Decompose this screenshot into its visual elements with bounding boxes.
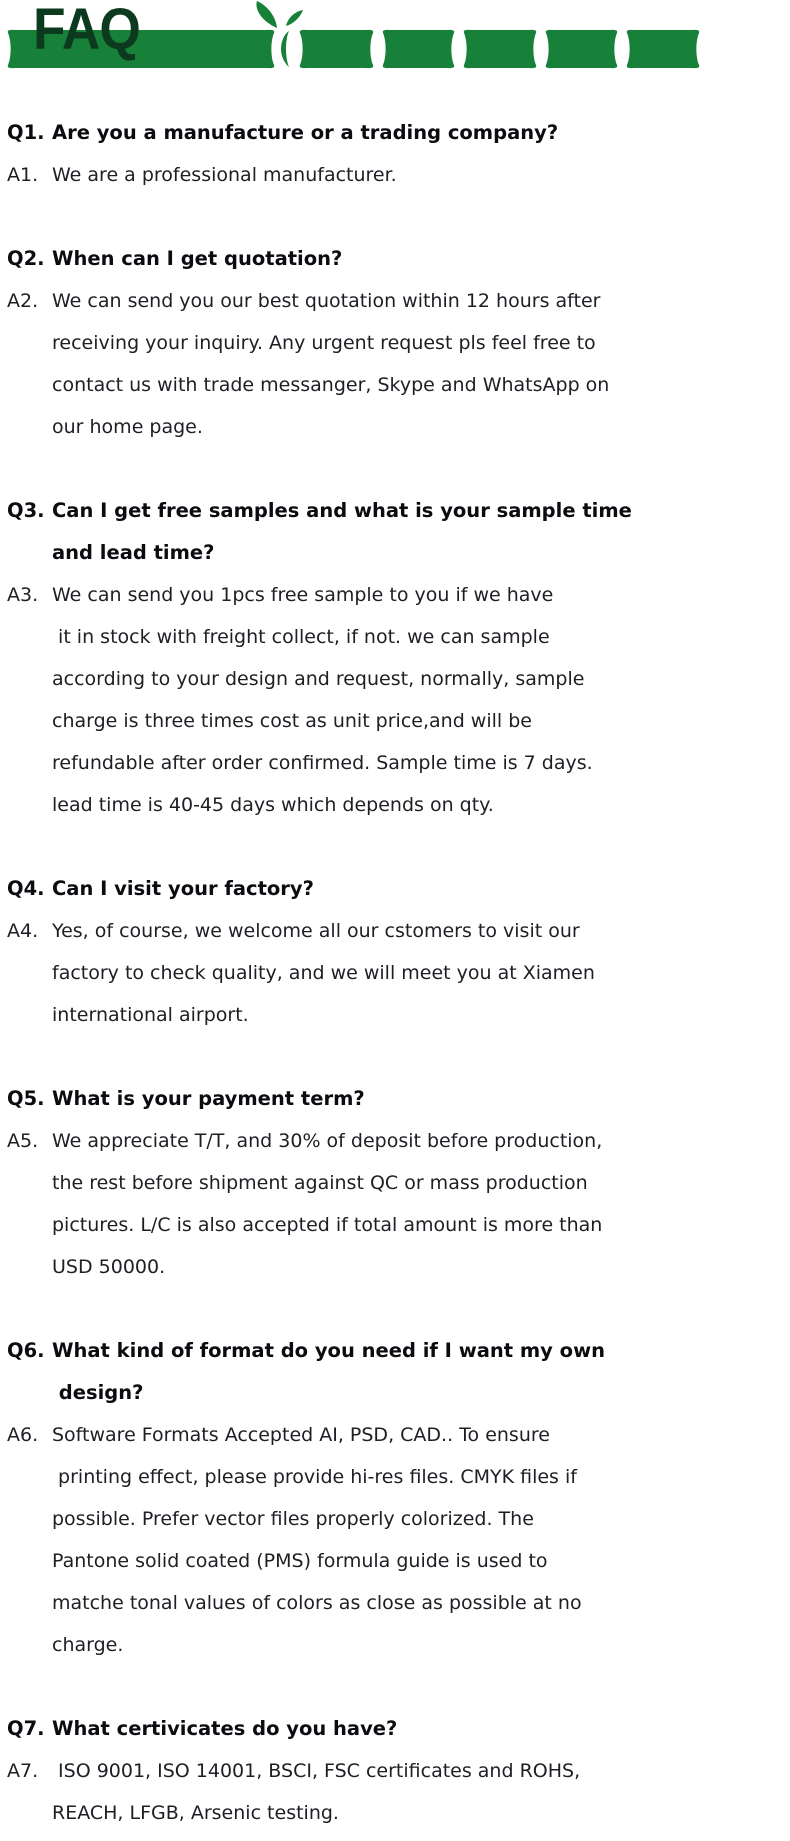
- answer-line: matche tonal values of colors as close as possible at no: [52, 1592, 582, 1614]
- answer-line: Software Formats Accepted AI, PSD, CAD.. To ensure: [52, 1424, 550, 1446]
- answer-line: receiving your inquiry. Any urgent request pls feel free to: [52, 332, 596, 354]
- question-line: What kind of format do you need if I want my own: [52, 1339, 605, 1362]
- answer-number: A5.: [7, 1130, 39, 1152]
- question-block: [0, 868, 790, 910]
- answer-line: We are a professional manufacturer.: [52, 164, 397, 186]
- bamboo-segment: [300, 30, 373, 68]
- bamboo-segment: [383, 30, 454, 68]
- faq-item-1: [0, 112, 790, 196]
- question-line: Are you a manufacture or a trading company?: [52, 121, 559, 144]
- question-block: [0, 238, 790, 280]
- bamboo-segment: [546, 30, 617, 68]
- faq-item-4: [0, 868, 790, 1036]
- answer-line: possible. Prefer vector files properly colorized. The: [52, 1508, 534, 1530]
- answer-block: [0, 910, 790, 1036]
- answer-number: A2.: [7, 290, 39, 312]
- question-line: What is your payment term?: [52, 1087, 365, 1110]
- answer-line: the rest before shipment against QC or mass production: [52, 1172, 588, 1194]
- question-block: [0, 1330, 790, 1414]
- faq-item-2: [0, 238, 790, 448]
- answer-block: [0, 280, 790, 448]
- answer-number: A7.: [7, 1760, 39, 1782]
- question-line: Can I visit your factory?: [52, 877, 314, 900]
- answer-number: A4.: [7, 920, 39, 942]
- bamboo-leaf-icon: [286, 10, 303, 26]
- question-number: Q5.: [7, 1087, 45, 1110]
- answer-number: A3.: [7, 584, 39, 606]
- question-number: Q3.: [7, 499, 45, 522]
- question-block: [0, 112, 790, 154]
- question-line: Can I get free samples and what is your sample time: [52, 499, 632, 522]
- answer-line: Yes, of course, we welcome all our cstomers to visit our: [52, 920, 580, 942]
- answer-line: We appreciate T/T, and 30% of deposit before production,: [52, 1130, 603, 1152]
- bamboo-segment: [627, 30, 699, 68]
- answer-line: USD 50000.: [52, 1256, 166, 1278]
- faq-item-7: [0, 1708, 790, 1834]
- faq-header-banner: [0, 0, 790, 70]
- faq-item-5: [0, 1078, 790, 1288]
- answer-block: [0, 1120, 790, 1288]
- question-block: [0, 490, 790, 574]
- question-number: Q1.: [7, 121, 45, 144]
- question-number: Q2.: [7, 247, 45, 270]
- answer-block: [0, 574, 790, 826]
- answer-line: REACH, LFGB, Arsenic testing.: [52, 1802, 339, 1824]
- answer-line: We can send you 1pcs free sample to you if we have: [52, 584, 554, 606]
- question-line: What certivicates do you have?: [52, 1717, 398, 1740]
- answer-line: our home page.: [52, 416, 203, 438]
- answer-line: refundable after order confirmed. Sample time is 7 days.: [52, 752, 593, 774]
- answer-line: factory to check quality, and we will meet you at Xiamen: [52, 962, 595, 984]
- page-title: FAQ: [33, 0, 140, 62]
- answer-number: A6.: [7, 1424, 39, 1446]
- answer-block: [0, 154, 790, 196]
- bamboo-node: [281, 31, 289, 67]
- question-line: design?: [52, 1381, 144, 1404]
- answer-line: charge is three times cost as unit price,and will be: [52, 710, 532, 732]
- bamboo-segment: [464, 30, 536, 68]
- answer-line: lead time is 40-45 days which depends on qty.: [52, 794, 494, 816]
- question-number: Q4.: [7, 877, 45, 900]
- answer-line: printing effect, please provide hi-res files. CMYK files if: [52, 1466, 577, 1488]
- answer-block: [0, 1414, 790, 1666]
- answer-line: contact us with trade messanger, Skype and WhatsApp on: [52, 374, 610, 396]
- question-line: When can I get quotation?: [52, 247, 343, 270]
- answer-line: international airport.: [52, 1004, 249, 1026]
- answer-line: it in stock with freight collect, if not. we can sample: [52, 626, 550, 648]
- answer-line: pictures. L/C is also accepted if total amount is more than: [52, 1214, 603, 1236]
- question-line: and lead time?: [52, 541, 215, 564]
- faq-content: [0, 112, 790, 1834]
- faq-item-3: [0, 490, 790, 826]
- answer-number: A1.: [7, 164, 39, 186]
- answer-block: [0, 1750, 790, 1834]
- answer-line: Pantone solid coated (PMS) formula guide is used to: [52, 1550, 548, 1572]
- bamboo-leaf-icon: [256, 1, 277, 28]
- faq-item-6: [0, 1330, 790, 1666]
- answer-line: We can send you our best quotation within 12 hours after: [52, 290, 601, 312]
- answer-line: ISO 9001, ISO 14001, BSCI, FSC certificates and ROHS,: [52, 1760, 581, 1782]
- answer-line: charge.: [52, 1634, 124, 1656]
- question-block: [0, 1078, 790, 1120]
- answer-line: according to your design and request, normally, sample: [52, 668, 585, 690]
- question-number: Q7.: [7, 1717, 45, 1740]
- question-number: Q6.: [7, 1339, 45, 1362]
- question-block: [0, 1708, 790, 1750]
